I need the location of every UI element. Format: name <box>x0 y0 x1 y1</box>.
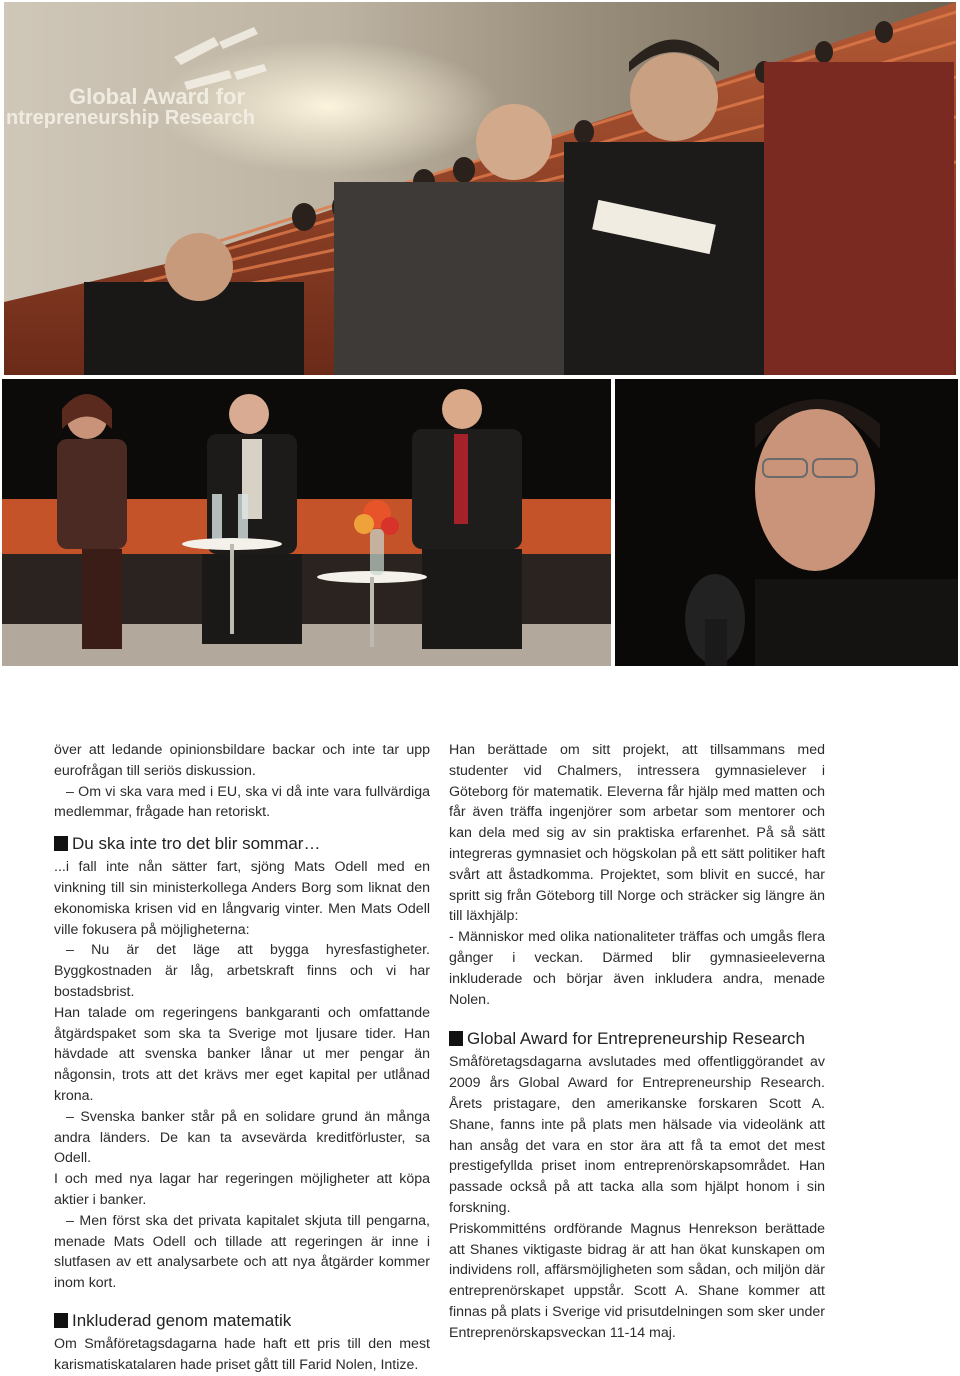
paragraph: Priskommitténs ordförande Magnus Henrekson berättade att Shanes viktigaste bidrag är att han ökat kunskapen om individens roll, affärsmöjligheten som sådan, och miljön där entreprenörskapet uppstår. Scott A. Shane kommer att finnas på plats i Sverige vid prisutdelningen som sker under Entreprenörskapsveckan 11-14 maj. <box>449 1220 825 1341</box>
article-column-right <box>449 740 825 1344</box>
section-heading <box>449 1028 825 1049</box>
paragraph: – Svenska banker står på en solidare grund än många andra länders. De kan ta avsevärda kreditförluster, sa Odell. <box>54 1108 430 1167</box>
paragraph: Han berättade om sitt projekt, att tillsammans med studenter vid Chalmers, intressera gymnasielever i Göteborg för matematik. Eleverna får hjälp med matten och får även träffa ingenjörer som arbetar som mentorer och kan dela med sig av sin praktiska erfarenhet. På så sätt integreras gymnasiet och högskolan på ett sätt politiker haft svårt att åstadkomma. Projektet, som blivit en succé, har spritt sig från Göteborg till Norge och sträcker sig längre än till läxhjälp: <box>449 742 825 925</box>
paragraph: ...i fall inte nån sätter fart, sjöng Mats Odell med en vinkning till sin ministerkollega Anders Borg som liknat den ekonomiska krisen vid en långvarig vinter. Men Mats Odell ville fokusera på möjligheterna: <box>54 859 430 938</box>
section-heading-text: Inkluderad genom matematik <box>72 1310 292 1330</box>
section-heading-text: Global Award for Entrepreneurship Research <box>467 1029 805 1049</box>
heading-square-icon <box>54 836 68 851</box>
section-heading <box>54 1310 430 1331</box>
projection-line-1: Global Award for <box>69 84 246 109</box>
panel-discussion-photo <box>2 379 611 666</box>
paragraph: över att ledande opinionsbildare backar och inte tar upp eurofrågan till seriös diskussion. <box>54 742 430 779</box>
paragraph: – Men först ska det privata kapitalet skjuta till pengarna, menade Mats Odell och tillade att regeringen är inne i slutfasen av ett analysarbete och att nya åtgärder kommer inom kort. <box>54 1212 430 1292</box>
paragraph: Småföretagsdagarna avslutades med offentliggörandet av 2009 års Global Award for Entrepreneurship Research. Årets pristagare, den amerikanske forskaren Scott A. Shane, fanns inte på plats men hälsade via videolänk att han ansåg det vara en stor ära att få ta emot det mest prestigefyllda priset inom entreprenörskapsområdet. Han passade också på att tacka alla som hjälpt honom i sin forskning. <box>449 1054 825 1216</box>
section-heading-text: Du ska inte tro det blir sommar… <box>72 834 321 854</box>
article-column-left <box>54 740 430 1376</box>
heading-square-icon <box>449 1031 463 1046</box>
paragraph: - Människor med olika nationaliteter träffas och umgås flera gånger i veckan. Därmed blir gymnasieeleverna inkluderade och börjar även inkludera andra, menade Nolen. <box>449 929 825 1008</box>
paragraph: Han talade om regeringens bankgaranti och omfattande åtgärdspaket som ska ta Sverige mot ljusare tider. Han hävdade att svenska banker lånar ut mer pengar än någonsin, trots att det krävs mer eget kapital per utlånad krona. <box>54 1004 430 1104</box>
paragraph: Om Småföretagsdagarna hade haft ett pris till den mest karismatiskatalaren hade priset gått till Farid Nolen, Intize. <box>54 1335 430 1373</box>
projection-line-2: ntrepreneurship Research <box>6 107 255 129</box>
paragraph: I och med nya lagar har regeringen möjligheter att köpa aktier i banker. <box>54 1171 430 1208</box>
paragraph: – Nu är det läge att bygga hyresfastigheter. Byggkostnaden är låg, arbetskraft finns och vi har bostadsbrist. <box>54 942 430 1000</box>
heading-square-icon <box>54 1313 68 1328</box>
paragraph: – Om vi ska vara med i EU, ska vi då inte vara fullvärdiga medlemmar, frågade han retoriskt. <box>54 783 430 821</box>
auditorium-photo <box>4 2 956 375</box>
speaker-portrait-photo <box>615 379 958 666</box>
section-heading <box>54 833 430 854</box>
